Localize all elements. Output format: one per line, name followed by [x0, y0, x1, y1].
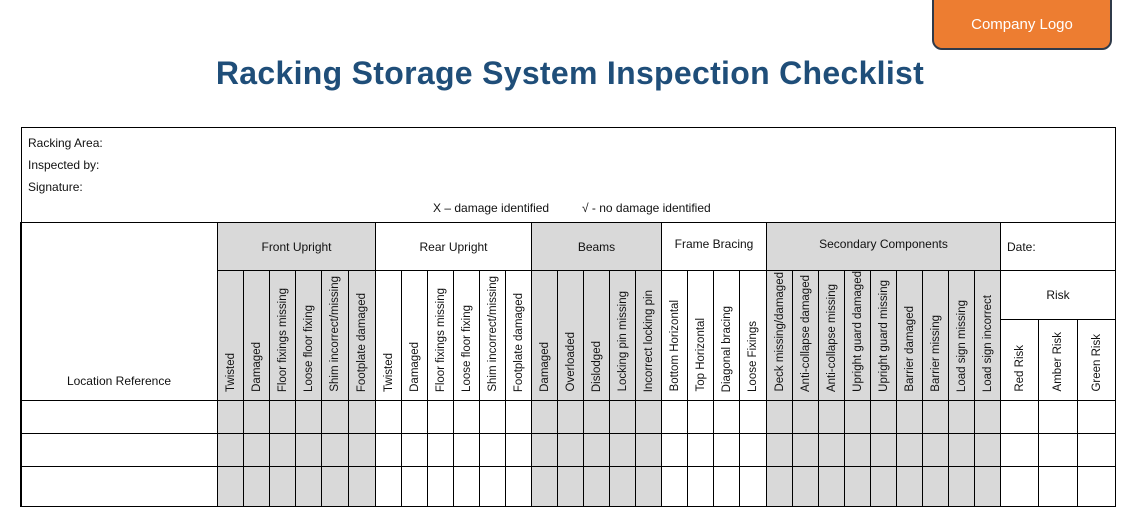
check-cell[interactable]	[1078, 433, 1116, 466]
column-header-label: Floor fixings missing	[276, 287, 289, 392]
location-cell[interactable]	[21, 433, 218, 466]
column-header	[714, 271, 740, 401]
check-cell[interactable]	[270, 400, 296, 433]
company-logo: Company Logo	[932, 0, 1112, 50]
column-header-label: Barrier missing	[929, 315, 942, 392]
date-field: Date:	[1001, 223, 1116, 271]
column-header-label: Loose floor fixing	[302, 304, 315, 392]
check-cell[interactable]	[636, 433, 662, 466]
check-cell[interactable]	[975, 466, 1001, 506]
check-cell[interactable]	[532, 400, 558, 433]
check-cell[interactable]	[1001, 433, 1039, 466]
legend-no-damage: √ - no damage identified	[582, 201, 711, 215]
check-cell[interactable]	[610, 433, 636, 466]
check-cell[interactable]	[1078, 466, 1116, 506]
column-header	[244, 271, 270, 401]
column-header	[376, 271, 402, 401]
check-cell[interactable]	[1001, 400, 1039, 433]
column-header	[584, 271, 610, 401]
check-cell[interactable]	[871, 400, 897, 433]
column-header-label: Upright guard damaged	[851, 271, 864, 392]
check-cell[interactable]	[636, 466, 662, 506]
column-header	[871, 271, 897, 401]
column-header	[975, 271, 1001, 401]
column-header	[662, 271, 688, 401]
inspected-by-label: Inspected by:	[28, 158, 100, 172]
check-cell[interactable]	[506, 433, 532, 466]
check-cell[interactable]	[845, 466, 871, 506]
beams-header: Beams	[532, 223, 662, 271]
check-cell[interactable]	[322, 400, 349, 433]
column-header-label: Loose Fixings	[747, 320, 759, 392]
check-cell[interactable]	[767, 400, 793, 433]
check-cell[interactable]	[767, 433, 793, 466]
column-header-label: Anti-collapse damaged	[799, 274, 812, 392]
check-cell[interactable]	[532, 466, 558, 506]
column-header-label: Footplate damaged	[512, 292, 525, 392]
check-cell[interactable]	[244, 433, 270, 466]
check-cell[interactable]	[296, 433, 322, 466]
check-cell[interactable]	[322, 466, 349, 506]
check-cell[interactable]	[714, 400, 740, 433]
column-header-label: Top Horizontal	[694, 318, 707, 392]
secondary-components-header: Secondary Components	[767, 223, 1001, 271]
check-cell[interactable]	[244, 466, 270, 506]
check-cell[interactable]	[688, 433, 714, 466]
check-cell[interactable]	[688, 400, 714, 433]
check-cell[interactable]	[584, 400, 610, 433]
signature-label: Signature:	[28, 180, 83, 194]
column-header-label: Floor fixings missing	[434, 287, 447, 392]
check-cell[interactable]	[296, 400, 322, 433]
check-cell[interactable]	[845, 400, 871, 433]
column-header	[688, 271, 714, 401]
front-upright-header: Front Upright	[218, 223, 376, 271]
column-header	[296, 271, 322, 401]
check-cell[interactable]	[662, 433, 688, 466]
check-cell[interactable]	[218, 400, 244, 433]
check-cell[interactable]	[740, 400, 767, 433]
check-cell[interactable]	[558, 400, 584, 433]
column-header	[923, 271, 949, 401]
inspection-table	[20, 222, 1116, 507]
check-cell[interactable]	[897, 466, 923, 506]
legend-damage: X – damage identified	[433, 201, 550, 215]
column-header	[532, 271, 558, 401]
risk-column-label: Red Risk	[1013, 345, 1026, 392]
check-cell[interactable]	[819, 400, 845, 433]
check-cell[interactable]	[506, 466, 532, 506]
column-header	[558, 271, 584, 401]
column-header	[845, 271, 871, 401]
check-cell[interactable]	[1039, 466, 1078, 506]
column-header-label: Bottom Horizontal	[668, 300, 681, 392]
check-cell[interactable]	[819, 433, 845, 466]
check-cell[interactable]	[376, 400, 402, 433]
check-cell[interactable]	[897, 400, 923, 433]
location-cell[interactable]	[21, 400, 218, 433]
table-row	[21, 400, 1116, 433]
check-cell[interactable]	[454, 433, 480, 466]
column-header	[949, 271, 975, 401]
risk-column-header	[1001, 319, 1039, 400]
check-cell[interactable]	[793, 433, 819, 466]
check-cell[interactable]	[349, 400, 376, 433]
check-cell[interactable]	[610, 466, 636, 506]
column-header-label: Overloaded	[564, 332, 577, 392]
check-cell[interactable]	[923, 433, 949, 466]
check-cell[interactable]	[218, 466, 244, 506]
column-header-label: Twisted	[224, 352, 237, 392]
check-cell[interactable]	[349, 433, 376, 466]
column-header-label: Barrier damaged	[903, 306, 916, 392]
check-cell[interactable]	[322, 433, 349, 466]
column-header-label: Damaged	[538, 341, 551, 392]
check-cell[interactable]	[558, 433, 584, 466]
column-header	[322, 271, 349, 401]
column-header-label: Load sign incorrect	[981, 294, 994, 392]
check-cell[interactable]	[402, 433, 428, 466]
check-cell[interactable]	[480, 433, 506, 466]
column-header	[636, 271, 662, 401]
column-header-label: Locking pin missing	[616, 291, 629, 392]
column-header-label: Twisted	[382, 352, 395, 392]
check-cell[interactable]	[506, 400, 532, 433]
racking-area-label: Racking Area:	[28, 136, 103, 150]
column-header-label: Shim incorrect/missing	[329, 276, 341, 392]
column-header-label: Load sign missing	[955, 299, 968, 392]
column-header	[819, 271, 845, 401]
check-cell[interactable]	[662, 400, 688, 433]
check-cell[interactable]	[244, 400, 270, 433]
check-cell[interactable]	[610, 400, 636, 433]
column-header-label: Deck missing/damaged	[773, 272, 786, 392]
column-header	[349, 271, 376, 401]
page-title: Racking Storage System Inspection Checklist	[215, 55, 925, 91]
check-cell[interactable]	[975, 433, 1001, 466]
column-header	[402, 271, 428, 401]
location-cell[interactable]	[21, 466, 218, 506]
risk-header: Risk	[1001, 271, 1116, 320]
check-cell[interactable]	[454, 400, 480, 433]
check-cell[interactable]	[428, 433, 454, 466]
table-row	[21, 466, 1116, 506]
check-cell[interactable]	[532, 433, 558, 466]
check-cell[interactable]	[584, 466, 610, 506]
check-cell[interactable]	[949, 466, 975, 506]
column-header	[454, 271, 480, 401]
check-cell[interactable]	[1039, 400, 1078, 433]
check-cell[interactable]	[793, 466, 819, 506]
check-cell[interactable]	[428, 400, 454, 433]
check-cell[interactable]	[454, 466, 480, 506]
risk-column-label: Amber Risk	[1052, 332, 1064, 392]
check-cell[interactable]	[428, 466, 454, 506]
column-header-label: Shim incorrect/missing	[486, 276, 499, 392]
check-cell[interactable]	[819, 466, 845, 506]
column-header	[506, 271, 532, 401]
column-header	[270, 271, 296, 401]
table-row	[21, 433, 1116, 466]
location-reference-header: Location Reference	[21, 223, 218, 401]
check-cell[interactable]	[480, 466, 506, 506]
check-cell[interactable]	[845, 433, 871, 466]
check-cell[interactable]	[1078, 400, 1116, 433]
check-cell[interactable]	[636, 400, 662, 433]
column-header-label: Anti-collapse missing	[825, 283, 838, 392]
check-cell[interactable]	[871, 466, 897, 506]
column-header-label: Upright guard missing	[877, 279, 890, 392]
column-header-label: Footplate damaged	[356, 292, 368, 392]
column-header	[480, 271, 506, 401]
check-cell[interactable]	[740, 433, 767, 466]
column-header-label: Incorrect locking pin	[642, 289, 655, 392]
column-header	[767, 271, 793, 401]
check-cell[interactable]	[923, 466, 949, 506]
check-cell[interactable]	[270, 466, 296, 506]
check-cell[interactable]	[402, 466, 428, 506]
check-cell[interactable]	[714, 433, 740, 466]
column-header	[218, 271, 244, 401]
check-cell[interactable]	[975, 400, 1001, 433]
column-header	[793, 271, 819, 401]
check-cell[interactable]	[584, 433, 610, 466]
check-cell[interactable]	[714, 466, 740, 506]
check-cell[interactable]	[662, 466, 688, 506]
check-cell[interactable]	[688, 466, 714, 506]
column-header	[610, 271, 636, 401]
column-header-label: Damaged	[408, 341, 421, 392]
column-header	[428, 271, 454, 401]
check-cell[interactable]	[270, 433, 296, 466]
check-cell[interactable]	[558, 466, 584, 506]
column-header-label: Dislodged	[590, 340, 603, 392]
check-cell[interactable]	[897, 433, 923, 466]
check-cell[interactable]	[376, 433, 402, 466]
column-header-label: Damaged	[250, 341, 263, 392]
risk-column-header	[1039, 319, 1078, 400]
frame-bracing-header: Frame Bracing	[662, 223, 767, 271]
column-header	[897, 271, 923, 401]
check-cell[interactable]	[1039, 433, 1078, 466]
check-cell[interactable]	[949, 433, 975, 466]
column-header	[740, 271, 767, 401]
check-cell[interactable]	[793, 400, 819, 433]
check-cell[interactable]	[767, 466, 793, 506]
risk-column-header	[1078, 319, 1116, 400]
check-cell[interactable]	[871, 433, 897, 466]
check-cell[interactable]	[296, 466, 322, 506]
check-cell[interactable]	[949, 400, 975, 433]
check-cell[interactable]	[480, 400, 506, 433]
check-cell[interactable]	[1001, 466, 1039, 506]
check-cell[interactable]	[923, 400, 949, 433]
column-header-label: Loose floor fixing	[460, 304, 473, 392]
check-cell[interactable]	[740, 466, 767, 506]
column-header-label: Diagonal bracing	[720, 305, 733, 392]
check-cell[interactable]	[376, 466, 402, 506]
check-cell[interactable]	[349, 466, 376, 506]
check-cell[interactable]	[402, 400, 428, 433]
rear-upright-header: Rear Upright	[376, 223, 532, 271]
check-cell[interactable]	[218, 433, 244, 466]
risk-column-label: Green Risk	[1090, 334, 1103, 392]
